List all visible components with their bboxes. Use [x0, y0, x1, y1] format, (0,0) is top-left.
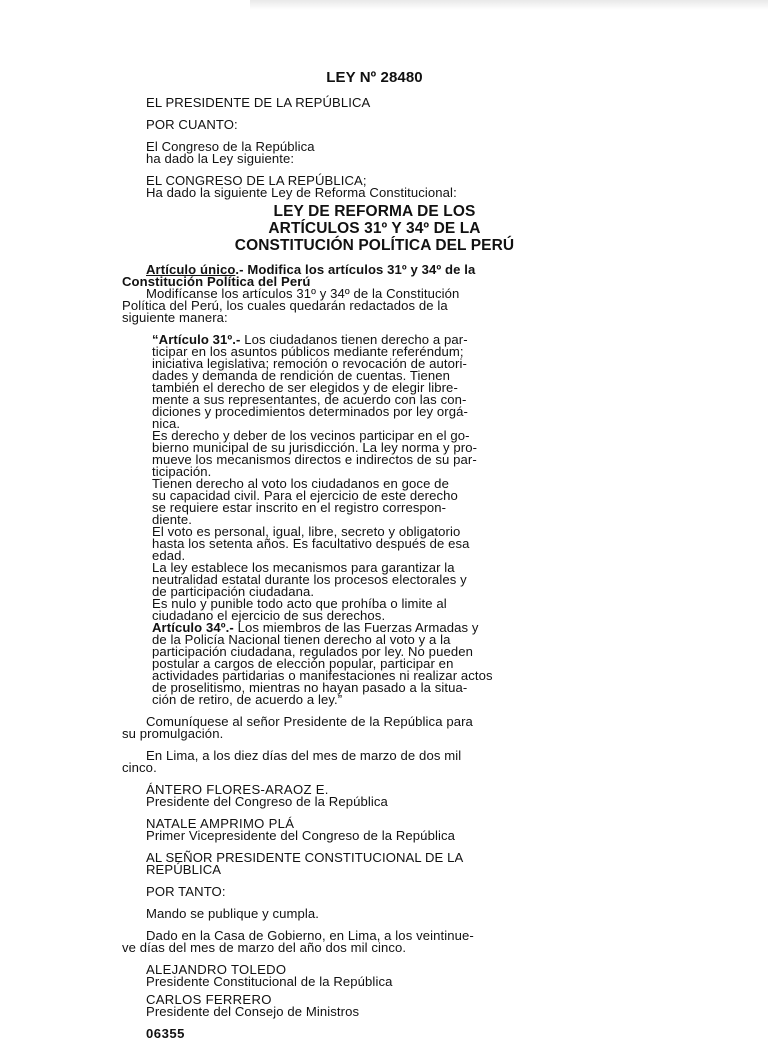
dado-line2: ve días del mes de marzo del año dos mil cinco. [122, 940, 407, 955]
art31-line: Tienen derecho al voto los ciudadanos en goce de [152, 476, 449, 491]
intro-congress-caps: EL CONGRESO DE LA REPÚBLICA; [146, 173, 367, 188]
art31-line: bierno municipal de su jurisdicción. La ley norma y pro- [152, 440, 478, 455]
art31-line: iniciativa legislativa; remoción o revocación de autori- [152, 356, 467, 371]
por-tanto: POR TANTO: [146, 884, 226, 899]
articulo-unico-heading-rest: .- Modifica los artículos 31º y 34º de la [235, 262, 476, 277]
art34-line: de proselitismo, mientras no hayan pasado a la situa- [152, 680, 468, 695]
intro-president: EL PRESIDENTE DE LA REPÚBLICA [146, 95, 371, 110]
mando-line: Mando se publique y cumpla. [146, 906, 320, 921]
art34-first-line-rest: Los miembros de las Fuerzas Armadas y [233, 620, 479, 635]
signer-name: NATALE AMPRIMO PLÁ [146, 816, 295, 831]
art34-line: actividades partidarias o manifestaciones ni realizar actos [152, 668, 493, 683]
art34-label: Artículo 34º.- [152, 620, 234, 635]
body-line: siguiente manera: [122, 310, 228, 325]
subtitle-line: LEY DE REFORMA DE LOS [273, 203, 476, 220]
signer-role: Primer Vicepresidente del Congreso de la República [146, 828, 455, 843]
signer-name: ÁNTERO FLORES-ARAOZ E. [146, 782, 329, 797]
art31-line: mueve los mecanismos directos e indirectos de su par- [152, 452, 477, 467]
reform-subtitle [122, 203, 627, 254]
to-president-line1: AL SEÑOR PRESIDENTE CONSTITUCIONAL DE LA [146, 850, 464, 865]
art31-line: su capacidad civil. Para el ejercicio de este derecho [152, 488, 458, 503]
art31-line: Es derecho y deber de los vecinos participar en el go- [152, 428, 470, 443]
art31-line: edad. [152, 548, 186, 563]
art31-line: neutralidad estatal durante los procesos electorales y [152, 572, 467, 587]
comuniquese-line2: su promulgación. [122, 726, 224, 741]
art34-line: ción de retiro, de acuerdo a ley.” [152, 692, 343, 707]
document-number: 06355 [146, 1026, 185, 1041]
intro-por-cuanto: POR CUANTO: [146, 117, 238, 132]
articulo-unico-heading-2: Constitución Política del Perú [122, 274, 311, 289]
subtitle-line: CONSTITUCIÓN POLÍTICA DEL PERÚ [234, 237, 515, 254]
intro-congress-line1: El Congreso de la República [146, 139, 315, 154]
art31-line: dades y demanda de rendición de cuentas. Tienen [152, 368, 451, 383]
art31-line: Es nulo y punible todo acto que prohíba o limite al [152, 596, 447, 611]
intro-ley-reforma: Ha dado la siguiente Ley de Reforma Constitucional: [146, 185, 457, 200]
art31-line: ciudadano el ejercicio de sus derechos. [152, 608, 386, 623]
art31-line: El voto es personal, igual, libre, secreto y obligatorio [152, 524, 461, 539]
signer-role: Presidente del Congreso de la República [146, 794, 388, 809]
art31-line: hasta los setenta años. Es facultativo después de esa [152, 536, 470, 551]
art31-line: ticipación. [152, 464, 212, 479]
dado-line1: Dado en la Casa de Gobierno, en Lima, a los veintinue- [146, 928, 474, 943]
body-line: Política del Perú, los cuales quedarán redactados de la [122, 298, 448, 313]
comuniquese-line1: Comuníquese al señor Presidente de la República para [146, 714, 473, 729]
art31-line: diente. [152, 512, 193, 527]
signer-role: Presidente del Consejo de Ministros [146, 1004, 360, 1019]
art31-line: también el derecho de ser elegidos y de elegir libre- [152, 380, 458, 395]
body-line: Modifícanse los artículos 31º y 34º de la Constitución [146, 286, 460, 301]
art34-line: de la Policía Nacional tienen derecho al voto y a la [152, 632, 451, 647]
law-title: LEY Nº 28480 [326, 69, 423, 86]
art31-line: ticipar en los asuntos públicos mediante referéndum; [152, 344, 464, 359]
lima-line1: En Lima, a los diez días del mes de marzo de dos mil [146, 748, 462, 763]
article-34 [122, 622, 627, 706]
scan-edge-artifact [250, 0, 768, 10]
lima-line2: cinco. [122, 760, 157, 775]
article-31 [122, 334, 627, 622]
law-document [122, 70, 627, 1040]
art31-line: La ley establece los mecanismos para garantizar la [152, 560, 455, 575]
art34-line: postular a cargos de elección popular, participar en [152, 656, 454, 671]
intro-congress-line2: ha dado la Ley siguiente: [146, 151, 295, 166]
art31-line: de participación ciudadana. [152, 584, 315, 599]
art34-line: participación ciudadana, regulados por ley. No pueden [152, 644, 473, 659]
signer-role: Presidente Constitucional de la República [146, 974, 393, 989]
subtitle-line: ARTÍCULOS 31º Y 34º DE LA [268, 220, 481, 237]
art31-line: nica. [152, 416, 181, 431]
articulo-unico-label: Artículo único [146, 262, 236, 277]
art31-first-line-rest: Los ciudadanos tienen derecho a par- [240, 332, 468, 347]
art31-line: diciones y procedimientos determinados por ley orgá- [152, 404, 468, 419]
art31-line: mente a sus representantes, de acuerdo con las con- [152, 392, 467, 407]
articulo-unico [122, 264, 627, 324]
to-president-line2: REPÚBLICA [146, 862, 222, 877]
art31-label: “Artículo 31º.- [152, 332, 241, 347]
signer-name: CARLOS FERRERO [146, 992, 272, 1007]
art31-line: se requiere estar inscrito en el registro correspon- [152, 500, 447, 515]
signer-name: ALEJANDRO TOLEDO [146, 962, 287, 977]
